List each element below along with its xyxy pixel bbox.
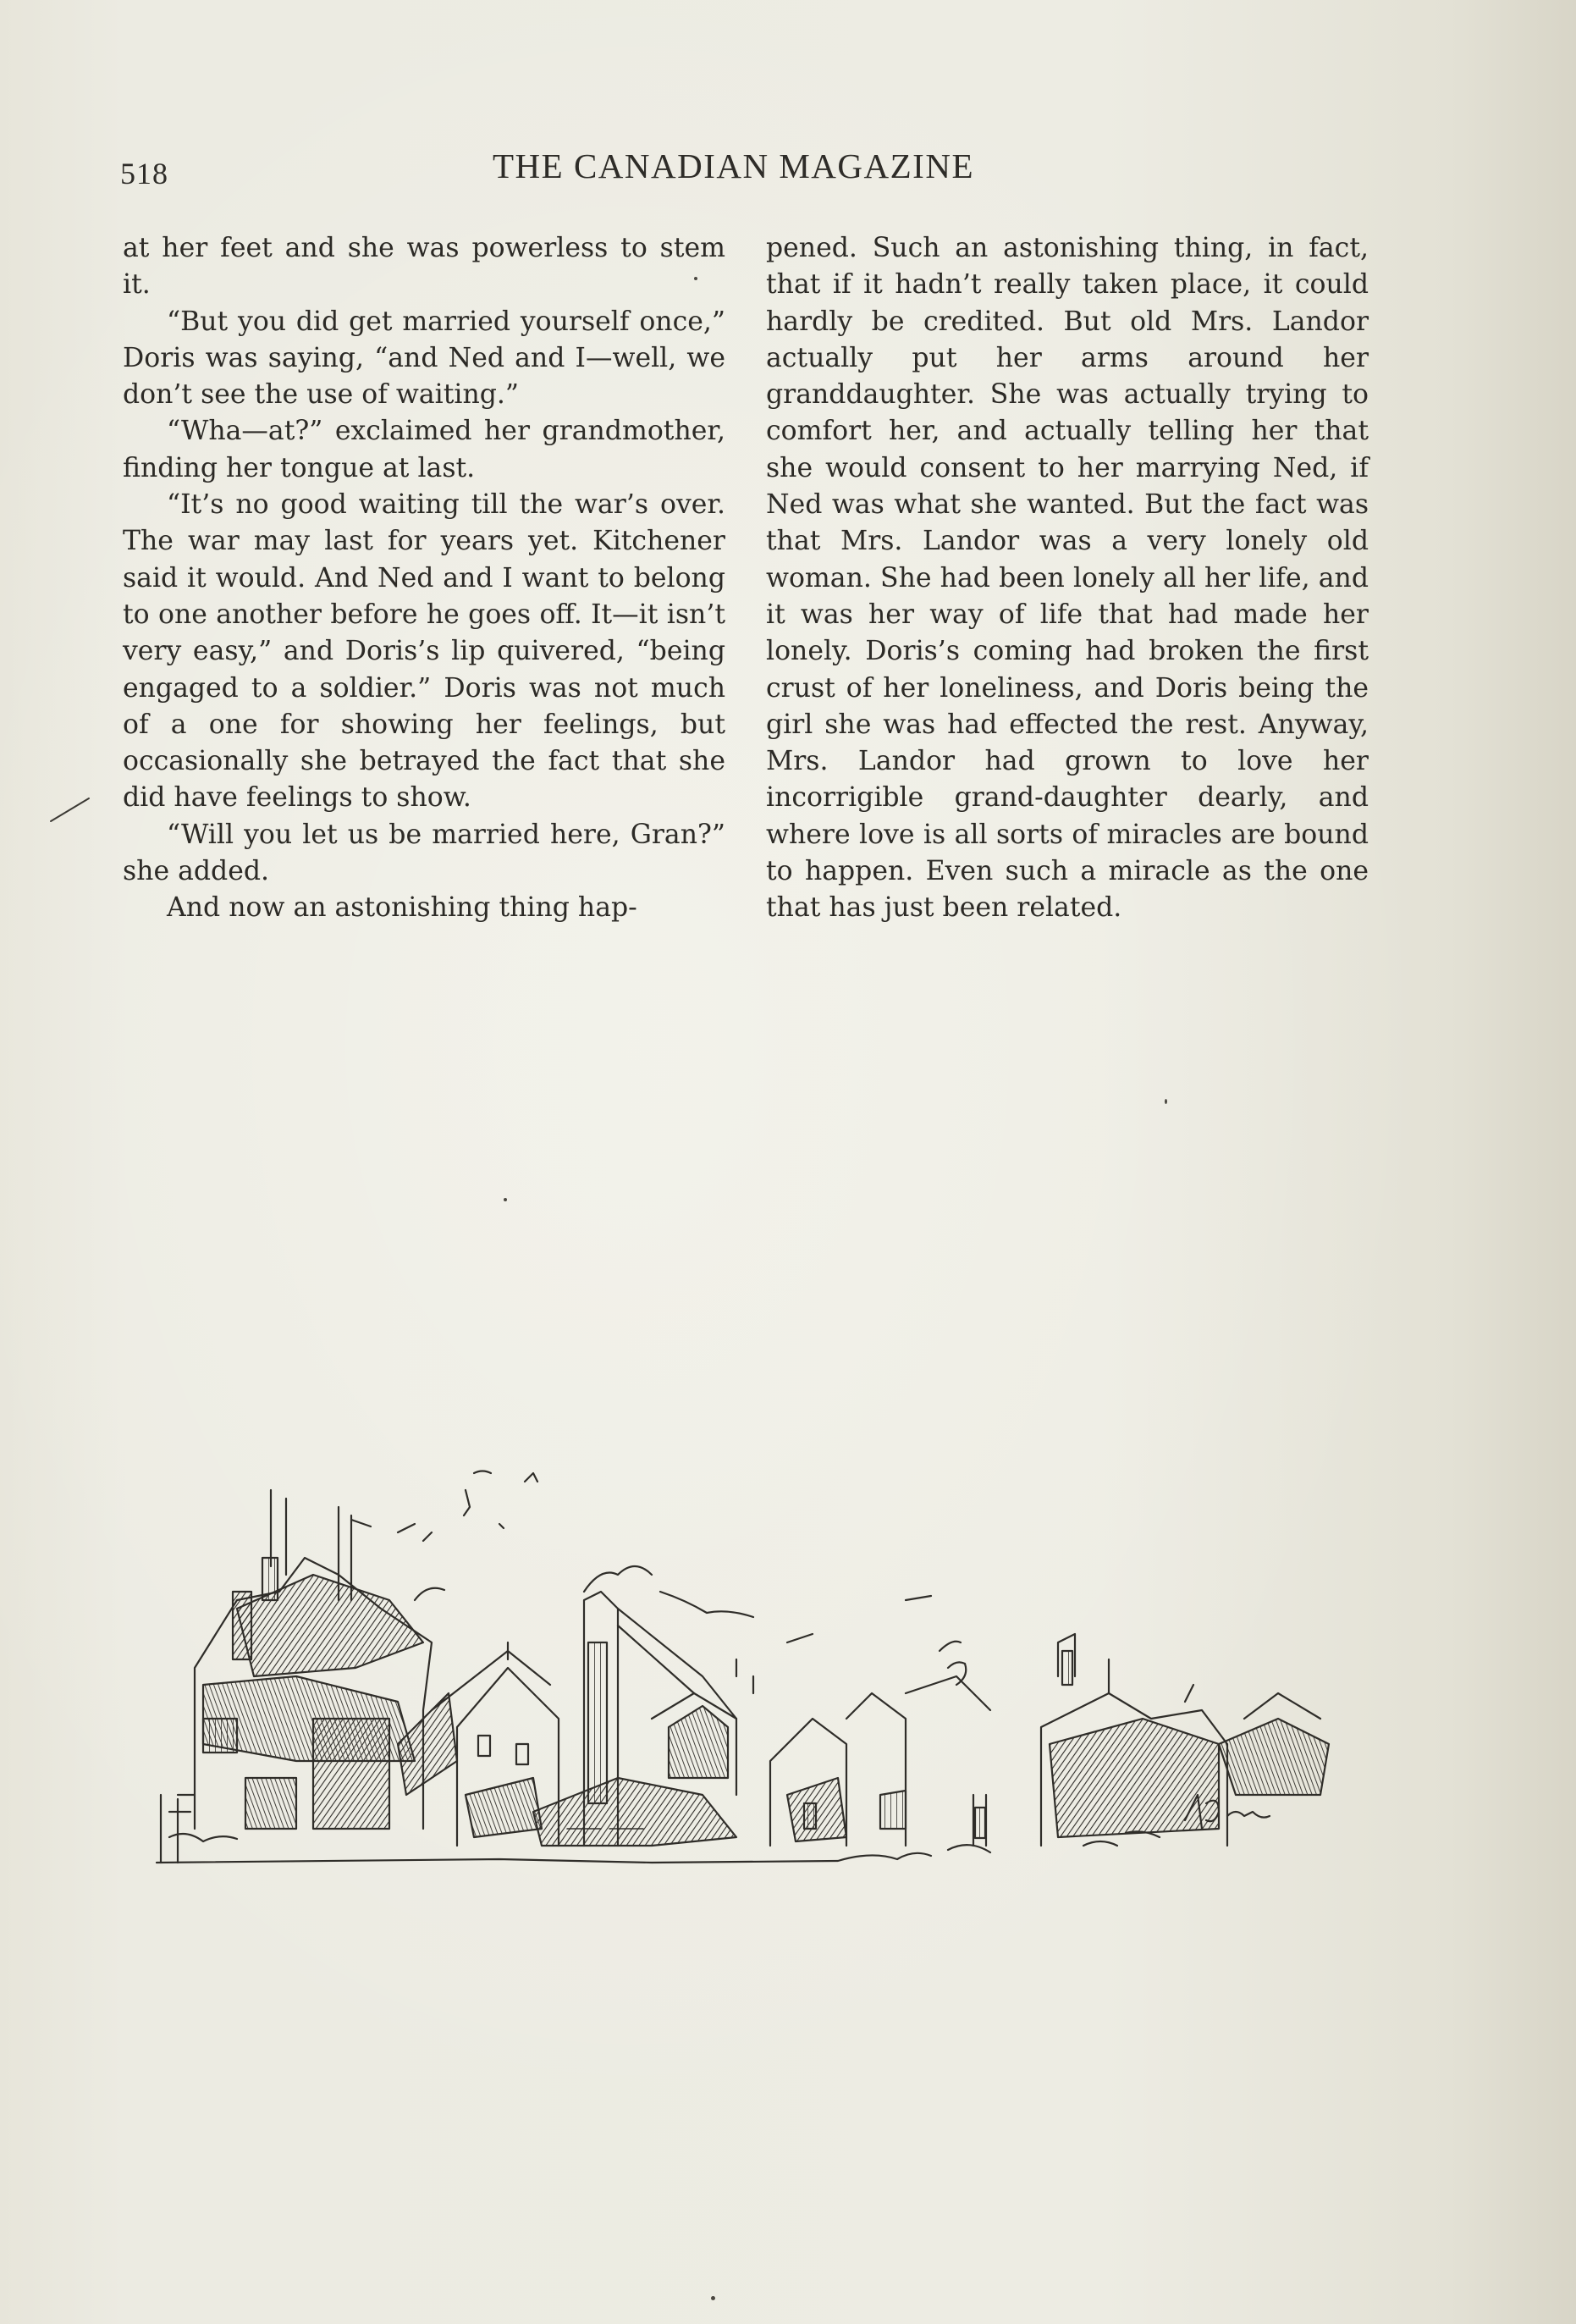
page-number: 518 xyxy=(120,157,168,190)
paragraph: “Will you let us be married here, Gran?” she added. xyxy=(123,819,725,887)
text-column-right xyxy=(766,230,1369,927)
running-head xyxy=(120,146,1373,196)
village-sketch-icon xyxy=(144,1321,1363,1880)
text-column-left xyxy=(123,230,725,927)
village-sketch-illustration xyxy=(144,1321,1363,1880)
paragraph: “It’s no good waiting till the war’s over. The war may last for years yet. Kitchener said it would. And Ned and I want to belong to one another before he goes off. It—it isn’t very easy,” and Doris’s lip quivered, “being engaged to a soldier.” Doris was not much of a one for showing her feelings, but occasionally she betrayed the fact that she did have feelings to show. xyxy=(123,489,725,814)
paragraph: at her feet and she was powerless to stem it. xyxy=(123,233,725,301)
magazine-title: THE CANADIAN MAGAZINE xyxy=(493,146,974,185)
paragraph: pened. Such an astonishing thing, in fact, that if it hadn’t really taken place, it could hardly be credited. But old Mrs. Landor actually put her arms around her granddaughter. She was actually trying to comfort her, and actually telling her that she would consent to her marrying Ned, if Ned was what she wanted. But the fact was that Mrs. Landor was a very lonely old woman. She had been lonely all her life, and it was her way of life that had made her lonely. Doris’s coming had broken the first crust of her loneliness, and Doris being the girl she was had effected the rest. Anyway, Mrs. Landor had grown to love her incorrigible grand-daughter dearly, and where love is all sorts of miracles are bound to happen. Even such a miracle as the one that has just been related. xyxy=(766,233,1369,924)
margin-pencil-mark xyxy=(47,792,97,825)
paragraph: “Wha—at?” exclaimed her grandmother, finding her tongue at last. xyxy=(123,416,725,483)
paragraph: And now an astonishing thing hap- xyxy=(167,892,637,924)
paragraph: “But you did get married yourself once,” Doris was saying, “and Ned and I—well, we don’t see the use of waiting.” xyxy=(123,306,725,411)
